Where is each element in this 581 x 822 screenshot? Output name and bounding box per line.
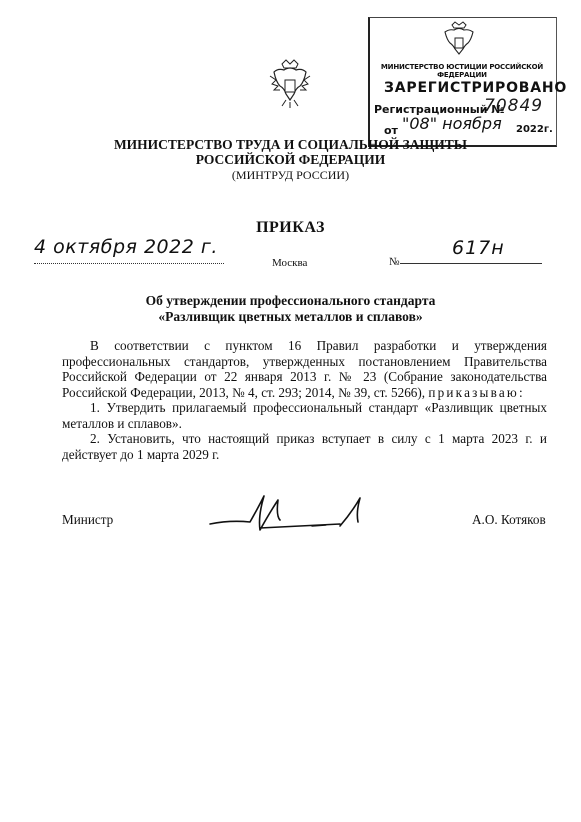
paragraph-preamble	[62, 338, 547, 400]
order-verb: приказываю:	[428, 384, 525, 400]
stamp-coat-of-arms-icon	[440, 20, 478, 60]
order-title-line2: «Разливщик цветных металлов и сплавов»	[158, 309, 423, 324]
paragraph-item-2: 2. Установить, что настоящий приказ вступает в силу с 1 марта 2023 г. и действует до 1 марта 2029 г.	[62, 431, 547, 462]
order-number: 617н	[452, 237, 505, 259]
stamp-regno-value: 70849	[484, 96, 544, 116]
order-number-label: №	[389, 256, 400, 268]
signatory-name: А.О. Котяков	[472, 512, 546, 527]
stamp-date-value: "08" ноября	[402, 114, 502, 133]
order-date: 4 октября 2022 г.	[34, 236, 218, 258]
document-type: ПРИКАЗ	[256, 219, 325, 236]
order-city: Москва	[272, 257, 308, 269]
order-title-line1: Об утверждении профессионального стандарта	[145, 293, 436, 308]
coat-of-arms-icon	[268, 58, 312, 110]
date-underline	[34, 263, 224, 264]
stamp-regno-label: Регистрационный №	[374, 103, 505, 116]
preamble-text: В соответствии с пунктом 16 Правил разработки и утверждения профессиональных стандартов, утвержденных постановлением Правительства Российской Федерации от 22 января 2013 г. № 23 (Собрание законодательства Российской Федерации, 2013, № 4, ст. 293; 2014, № 39, ст. 5266),	[62, 338, 547, 400]
handwritten-signature	[200, 490, 380, 550]
stamp-ministry-name: МИНИСТЕРСТВО ЮСТИЦИИ РОССИЙСКОЙ ФЕДЕРАЦИИ	[380, 63, 544, 79]
org-short-name: (МИНТРУД РОССИИ)	[231, 168, 350, 182]
signatory-role: Министр	[62, 512, 114, 527]
stamp-status: ЗАРЕГИСТРИРОВАНО	[384, 80, 568, 96]
number-underline	[400, 263, 542, 264]
order-body	[62, 338, 547, 462]
org-name-line1: МИНИСТЕРСТВО ТРУДА И СОЦИАЛЬНОЙ ЗАЩИТЫ	[113, 137, 468, 152]
stamp-date-year: 2022г.	[516, 124, 553, 135]
stamp-date-label: от	[384, 124, 398, 137]
paragraph-item-1: 1. Утвердить прилагаемый профессиональный стандарт «Разливщик цветных металлов и сплавов».	[62, 400, 547, 431]
org-name-line2: РОССИЙСКОЙ ФЕДЕРАЦИИ	[195, 152, 386, 167]
